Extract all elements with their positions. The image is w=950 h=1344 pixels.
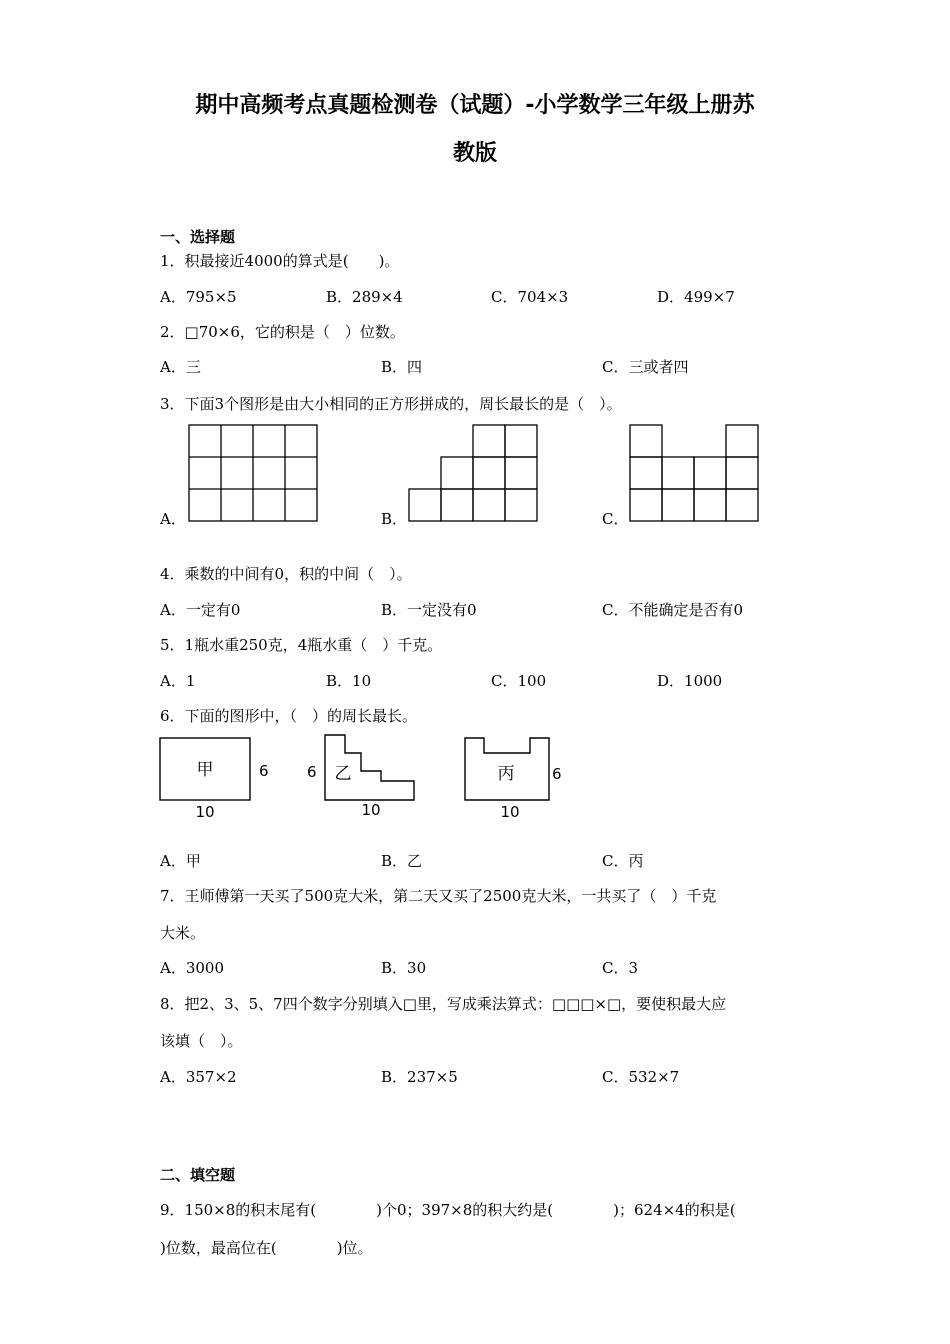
q6-bing-height: 6 bbox=[552, 765, 562, 783]
q5-option-a: A．1 bbox=[160, 672, 196, 690]
q3-figure-b bbox=[408, 424, 538, 522]
q8-option-c: C．532×7 bbox=[602, 1068, 680, 1086]
q8-option-a: A．357×2 bbox=[160, 1068, 237, 1086]
q6-figure-bing bbox=[460, 733, 570, 823]
q6-figure-yi bbox=[305, 733, 425, 823]
question-7-line1: 7．王师傅第一天买了500克大米，第二天又买了2500克大米，一共买了（ ）千克 bbox=[160, 887, 717, 905]
q2-option-c: C．三或者四 bbox=[602, 358, 689, 376]
section-heading-choice: 一、选择题 bbox=[160, 228, 236, 246]
q7-option-c: C．3 bbox=[602, 959, 639, 977]
q1-option-c: C．704×3 bbox=[491, 288, 569, 306]
q3-label-a: A． bbox=[160, 510, 186, 528]
q3-label-b: B． bbox=[381, 510, 408, 528]
q1-option-d: D．499×7 bbox=[657, 288, 735, 306]
q3-label-c: C． bbox=[602, 510, 629, 528]
q6-bing-label: 丙 bbox=[497, 764, 515, 784]
q1-option-a: A．795×5 bbox=[160, 288, 237, 306]
q1-option-b: B．289×4 bbox=[326, 288, 403, 306]
page-title-line1: 期中高频考点真题检测卷（试题）-小学数学三年级上册苏 bbox=[195, 93, 755, 118]
q4-option-a: A．一定有0 bbox=[160, 601, 241, 619]
q6-yi-height: 6 bbox=[307, 763, 317, 781]
section-heading-fill: 二、填空题 bbox=[160, 1166, 236, 1184]
q6-option-c: C．丙 bbox=[602, 852, 644, 870]
q6-yi-label: 乙 bbox=[334, 764, 352, 784]
q6-figure-jia bbox=[155, 735, 280, 825]
question-1: 1．积最接近4000的算式是( )。 bbox=[160, 252, 400, 270]
q6-yi-width: 10 bbox=[361, 801, 381, 819]
question-4: 4．乘数的中间有0，积的中间（ ）。 bbox=[160, 565, 412, 583]
q4-option-c: C．不能确定是否有0 bbox=[602, 601, 744, 619]
question-2: 2．□70×6，它的积是（ ）位数。 bbox=[160, 323, 405, 341]
q3-figure-a bbox=[188, 424, 318, 522]
q6-jia-width: 10 bbox=[195, 803, 215, 821]
question-5: 5．1瓶水重250克，4瓶水重（ ）千克。 bbox=[160, 636, 443, 654]
q5-option-b: B．10 bbox=[326, 672, 372, 690]
q7-option-b: B．30 bbox=[381, 959, 427, 977]
q2-option-b: B．四 bbox=[381, 358, 423, 376]
page-title-line2: 教版 bbox=[452, 141, 497, 166]
question-9-line2: )位数，最高位在( )位。 bbox=[160, 1239, 373, 1257]
q4-option-b: B．一定没有0 bbox=[381, 601, 477, 619]
question-8-line1: 8．把2、3、5、7四个数字分别填入□里，写成乘法算式：□□□×□，要使积最大应 bbox=[160, 995, 727, 1013]
q7-option-a: A．3000 bbox=[160, 959, 225, 977]
q5-option-c: C．100 bbox=[491, 672, 547, 690]
q6-option-a: A．甲 bbox=[160, 852, 201, 870]
q5-option-d: D．1000 bbox=[657, 672, 723, 690]
q6-jia-height: 6 bbox=[259, 762, 269, 780]
question-3: 3．下面3个图形是由大小相同的正方形拼成的，周长最长的是（ ）。 bbox=[160, 395, 622, 413]
q8-option-b: B．237×5 bbox=[381, 1068, 458, 1086]
q6-option-b: B．乙 bbox=[381, 852, 423, 870]
question-6: 6．下面的图形中，（ ）的周长最长。 bbox=[160, 707, 418, 725]
q2-option-a: A．三 bbox=[160, 358, 201, 376]
q3-figure-c bbox=[629, 424, 759, 522]
question-7-line2: 大米。 bbox=[160, 924, 206, 942]
q6-bing-width: 10 bbox=[500, 803, 520, 821]
question-9-line1: 9．150×8的积末尾有( )个0；397×8的积大约是( )；624×4的积是( bbox=[160, 1201, 736, 1219]
question-8-line2: 该填（ ）。 bbox=[160, 1032, 243, 1050]
q6-jia-label: 甲 bbox=[196, 760, 214, 780]
